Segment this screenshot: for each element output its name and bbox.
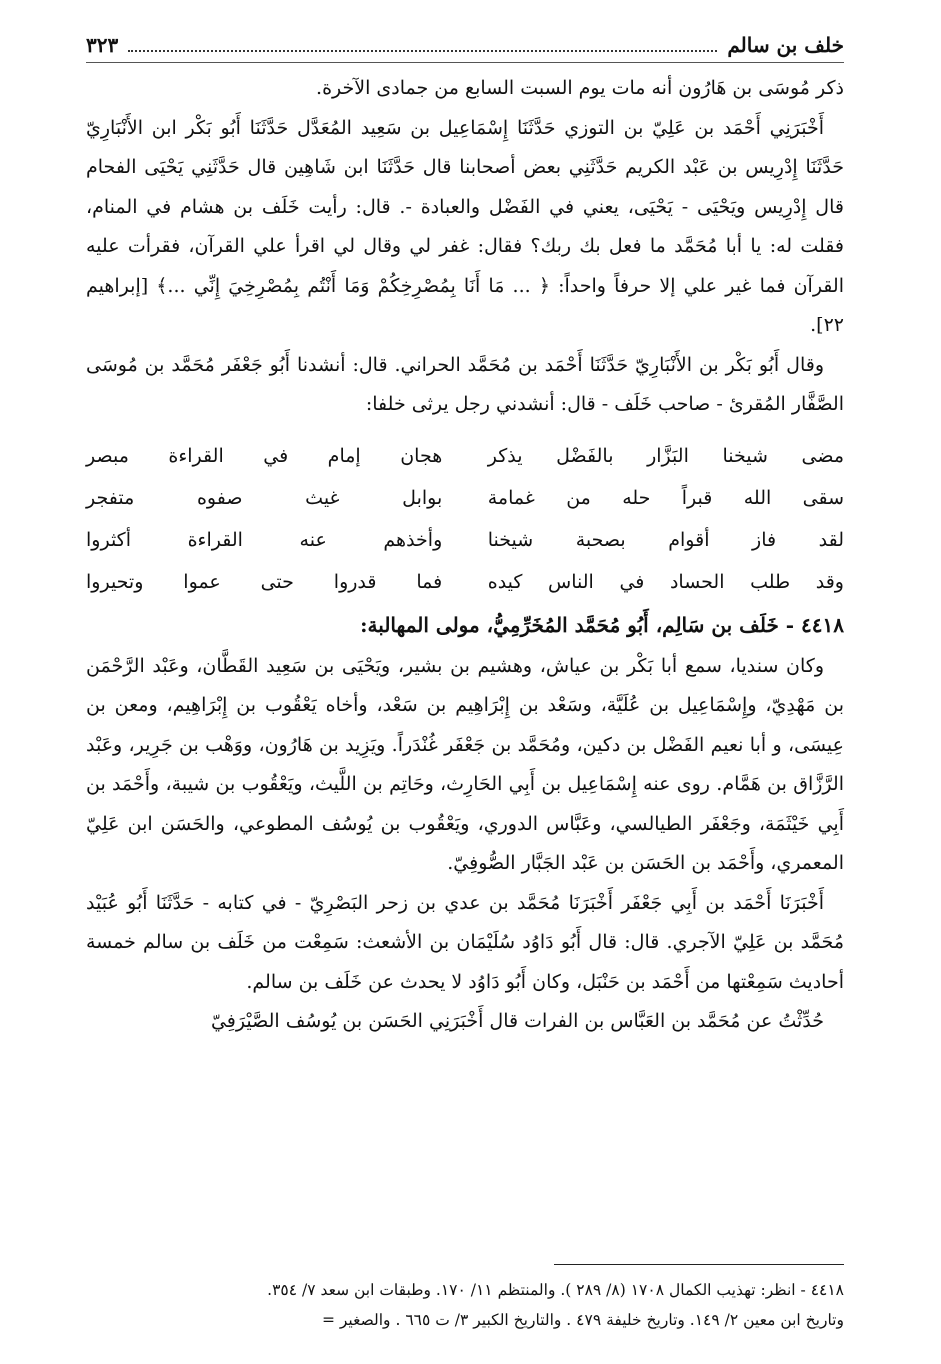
paragraph: وكان سنديا، سمع أبا بَكْر بن عياش، وهشيم بن بشير، ويَحْيَى بن سَعِيد القَطَّان، وعَبْد الرَّحْمَن بن مَهْدِيّ، وإِسْمَاعِيل بن عُلَيَّة، وسَعْد بن إِبْرَاهِيم بن سَعْد، وأخاه يَعْقُوب بن إِبْرَاهِيم، ومعن بن عِيسَى، و أبا نعيم الفَضْل بن دكين، ومُحَمَّد بن جَعْفَر غُنْدَراً. ويَزِيد بن هَارُون، ووَهْب بن جَرِير، وعَبْد الرَّزَّاق بن هَمَّام. روى عنه إِسْمَاعِيل بن أَبِي الحَارِث، وحَاتِم بن اللَّيث، ويَعْقُوب بن شيبة، وأَحْمَد بن أَبِي خَيْثَمَة، وجَعْفَر الطيالسي، وعَبَّاس الدوري، ويَعْقُوب بن يُوسُف المطوعي، والحَسَن ابن عَلِيّ المعمري، وأَحْمَد بن الحَسَن بن عَبْد الجَبَّار الصُّوفِيّ. bbox=[86, 654, 844, 874]
verse-first-hemistich: وقد طلب الحساد في الناس كيده bbox=[487, 570, 844, 593]
header-leader-dots bbox=[128, 50, 717, 52]
verse-second-hemistich: هجان إمام في القراءة مبصر bbox=[86, 444, 443, 467]
paragraph: حُدِّثْتُ عن مُحَمَّد بن العَبَّاس بن الفرات قال أَخْبَرَنِي الحَسَن بن يُوسُف الصَّيْرَفِيّ bbox=[210, 1010, 824, 1032]
entry-title: ٤٤١٨ - خَلَف بن سَالِم، أَبُو مُحَمَّد المُخَرِّمِيُّ، مولى المهالبة: bbox=[360, 612, 844, 637]
footnote-line: ٤٤١٨ - انظر: تهذيب الكمال ١٧٠٨ (٨/ ٢٨٩ ). والمنتظم ١١/ ١٧٠. وطبقات ابن سعد ٧/ ٣٥٤. bbox=[267, 1281, 844, 1299]
verse-first-hemistich: سقى الله قبراً حله من غمامة bbox=[487, 486, 844, 509]
poem bbox=[86, 435, 844, 603]
book-page bbox=[86, 30, 844, 1340]
verse-first-hemistich: مضى شيخنا البَزَّار بالفَضْل يذكر bbox=[487, 444, 844, 467]
verse-second-hemistich: وأخذهم عنه القراءة أكثروا bbox=[86, 528, 443, 551]
footnote-divider bbox=[554, 1264, 844, 1265]
poem-verse bbox=[86, 519, 844, 561]
footnote-line: وتاريخ ابن معين ٢/ ١٤٩. وتاريخ خليفة ٤٧٩ . والتاريخ الكبير ٣/ ت ٦٦٥ . والصغير = bbox=[321, 1311, 844, 1329]
running-header bbox=[86, 30, 844, 63]
poem-verse bbox=[86, 561, 844, 603]
verse-second-hemistich: بوابل غيث صفوه متفجر bbox=[86, 486, 443, 509]
running-title: خلف بن سالم bbox=[727, 33, 844, 57]
paragraph: أَخْبَرَنِي أَحْمَد بن عَلِيّ بن التوزي حَدَّثَنَا إِسْمَاعِيل بن سَعِيد المُعَدَّل حَدَّثَنَا أَبُو بَكْر ابن الأَنْبَارِيّ حَدَّثَنَا إِدْرِيس بن عَبْد الكريم حَدَّثَنِي بعض أصحابنا قال حَدَّثَنَا ابن شَاهِين قال حَدَّثَنِي يَحْيَى الفحام قال إِدْرِيس ويَحْيَى - يَحْيَى، يعني في الفَضْل والعبادة -. قال: رأيت خَلَف بن هشام في المنام، فقلت له: يا أبا مُحَمَّد ما فعل بك ربك؟ فقال: غفر لي وقال لي اقرأ علي القرآن، فقرأت عليه القرآن فما غير علي إلا حرفاً واحداً: ﴿ ... مَا أَنَا بِمُصْرِخِكُمْ وَمَا أَنْتُم بِمُصْرِخِيَ إِنِّي ...﴾ [إبراهيم ٢٢]. bbox=[86, 116, 844, 336]
page-number: ٣٢٣ bbox=[86, 33, 119, 57]
paragraph: أَخْبَرَنَا أَحْمَد بن أَبِي جَعْفَر أَخْبَرَنَا مُحَمَّد بن عدي بن زحر البَصْرِيّ - في كتابه - حَدَّثَنَا أَبُو عُبَيْد مُحَمَّد بن عَلِيّ الآجري. قال: قال أَبُو دَاوُد سُلَيْمَان بن الأشعث: سَمِعْت من خَلَف بن سالم خمسة أحاديث سَمِعْتها من أَحْمَد بن حَنْبَل، وكان أَبُو دَاوُد لا يحدث عن خَلَف بن سالم. bbox=[86, 891, 844, 993]
poem-verse bbox=[86, 477, 844, 519]
poem-verse bbox=[86, 435, 844, 477]
paragraph: وقال أَبُو بَكْر بن الأَنْبَارِيّ حَدَّثَنَا أَحْمَد بن مُحَمَّد الحراني. قال: أنشدنا أَبُو جَعْفَر مُحَمَّد بن مُوسَى الصَّفَّار المُقرئ - صاحب خَلَف - قال: أنشدني رجل يرثى خلفا: bbox=[86, 353, 844, 415]
verse-first-hemistich: لقد فاز أقوام بصحبة شيخنا bbox=[487, 528, 844, 551]
footnotes bbox=[86, 1264, 844, 1335]
verse-second-hemistich: فما قدروا حتى عموا وتحيروا bbox=[86, 570, 443, 593]
paragraph: ذكر مُوسَى بن هَارُون أنه مات يوم السبت السابع من جمادى الآخرة. bbox=[316, 77, 844, 99]
